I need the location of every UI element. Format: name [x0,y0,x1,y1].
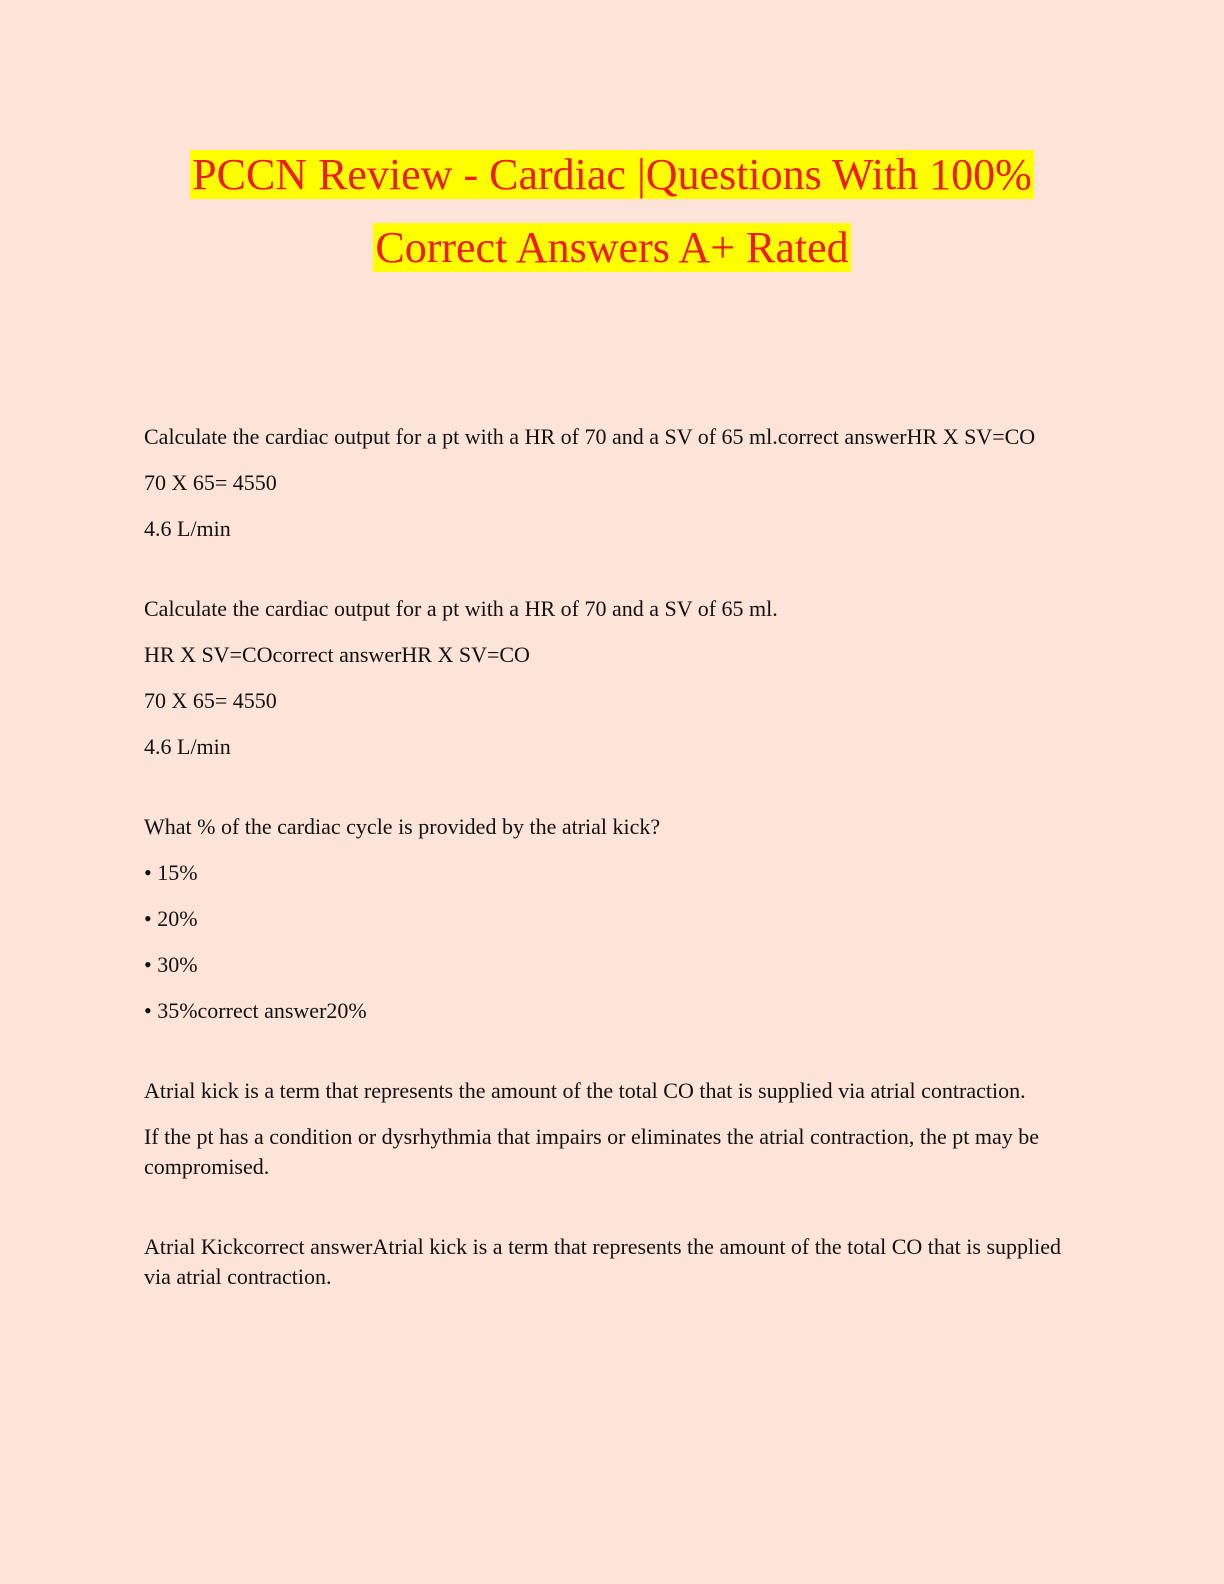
question-1-result: 4.6 L/min [144,516,231,541]
question-2-calc: 70 X 65= 4550 [144,688,277,713]
question-3-option: • 30% [144,952,198,977]
title-line-1: PCCN Review - Cardiac |Questions With 100% [192,150,1032,199]
atrial-kick-note: If the pt has a condition or dysrhythmia that impairs or eliminates the atrial contraction, the pt may be compromised. [144,1124,1040,1179]
question-3-option: • 15% [144,860,198,885]
question-1-calc: 70 X 65= 4550 [144,470,277,495]
question-2-text: Calculate the cardiac output for a pt with a HR of 70 and a SV of 65 ml. [144,596,778,621]
question-1-text: Calculate the cardiac output for a pt with a HR of 70 and a SV of 65 ml.correct answerHR X SV=CO [144,424,1036,449]
document-title [0,138,1224,284]
question-2-answer: HR X SV=COcorrect answerHR X SV=CO [144,642,530,667]
atrial-kick-question: Atrial Kickcorrect answerAtrial kick is a term that represents the amount of the total CO that is supplied via atrial contraction. [144,1234,1062,1289]
title-line-2: Correct Answers A+ Rated [375,223,849,272]
question-2-result: 4.6 L/min [144,734,231,759]
question-3-text: What % of the cardiac cycle is provided by the atrial kick? [144,814,661,839]
question-3-option-answer: • 35%correct answer20% [144,998,367,1023]
question-3-option: • 20% [144,906,198,931]
atrial-kick-definition: Atrial kick is a term that represents the amount of the total CO that is supplied via atrial contraction. [144,1078,1026,1103]
document-body [144,422,1074,1308]
